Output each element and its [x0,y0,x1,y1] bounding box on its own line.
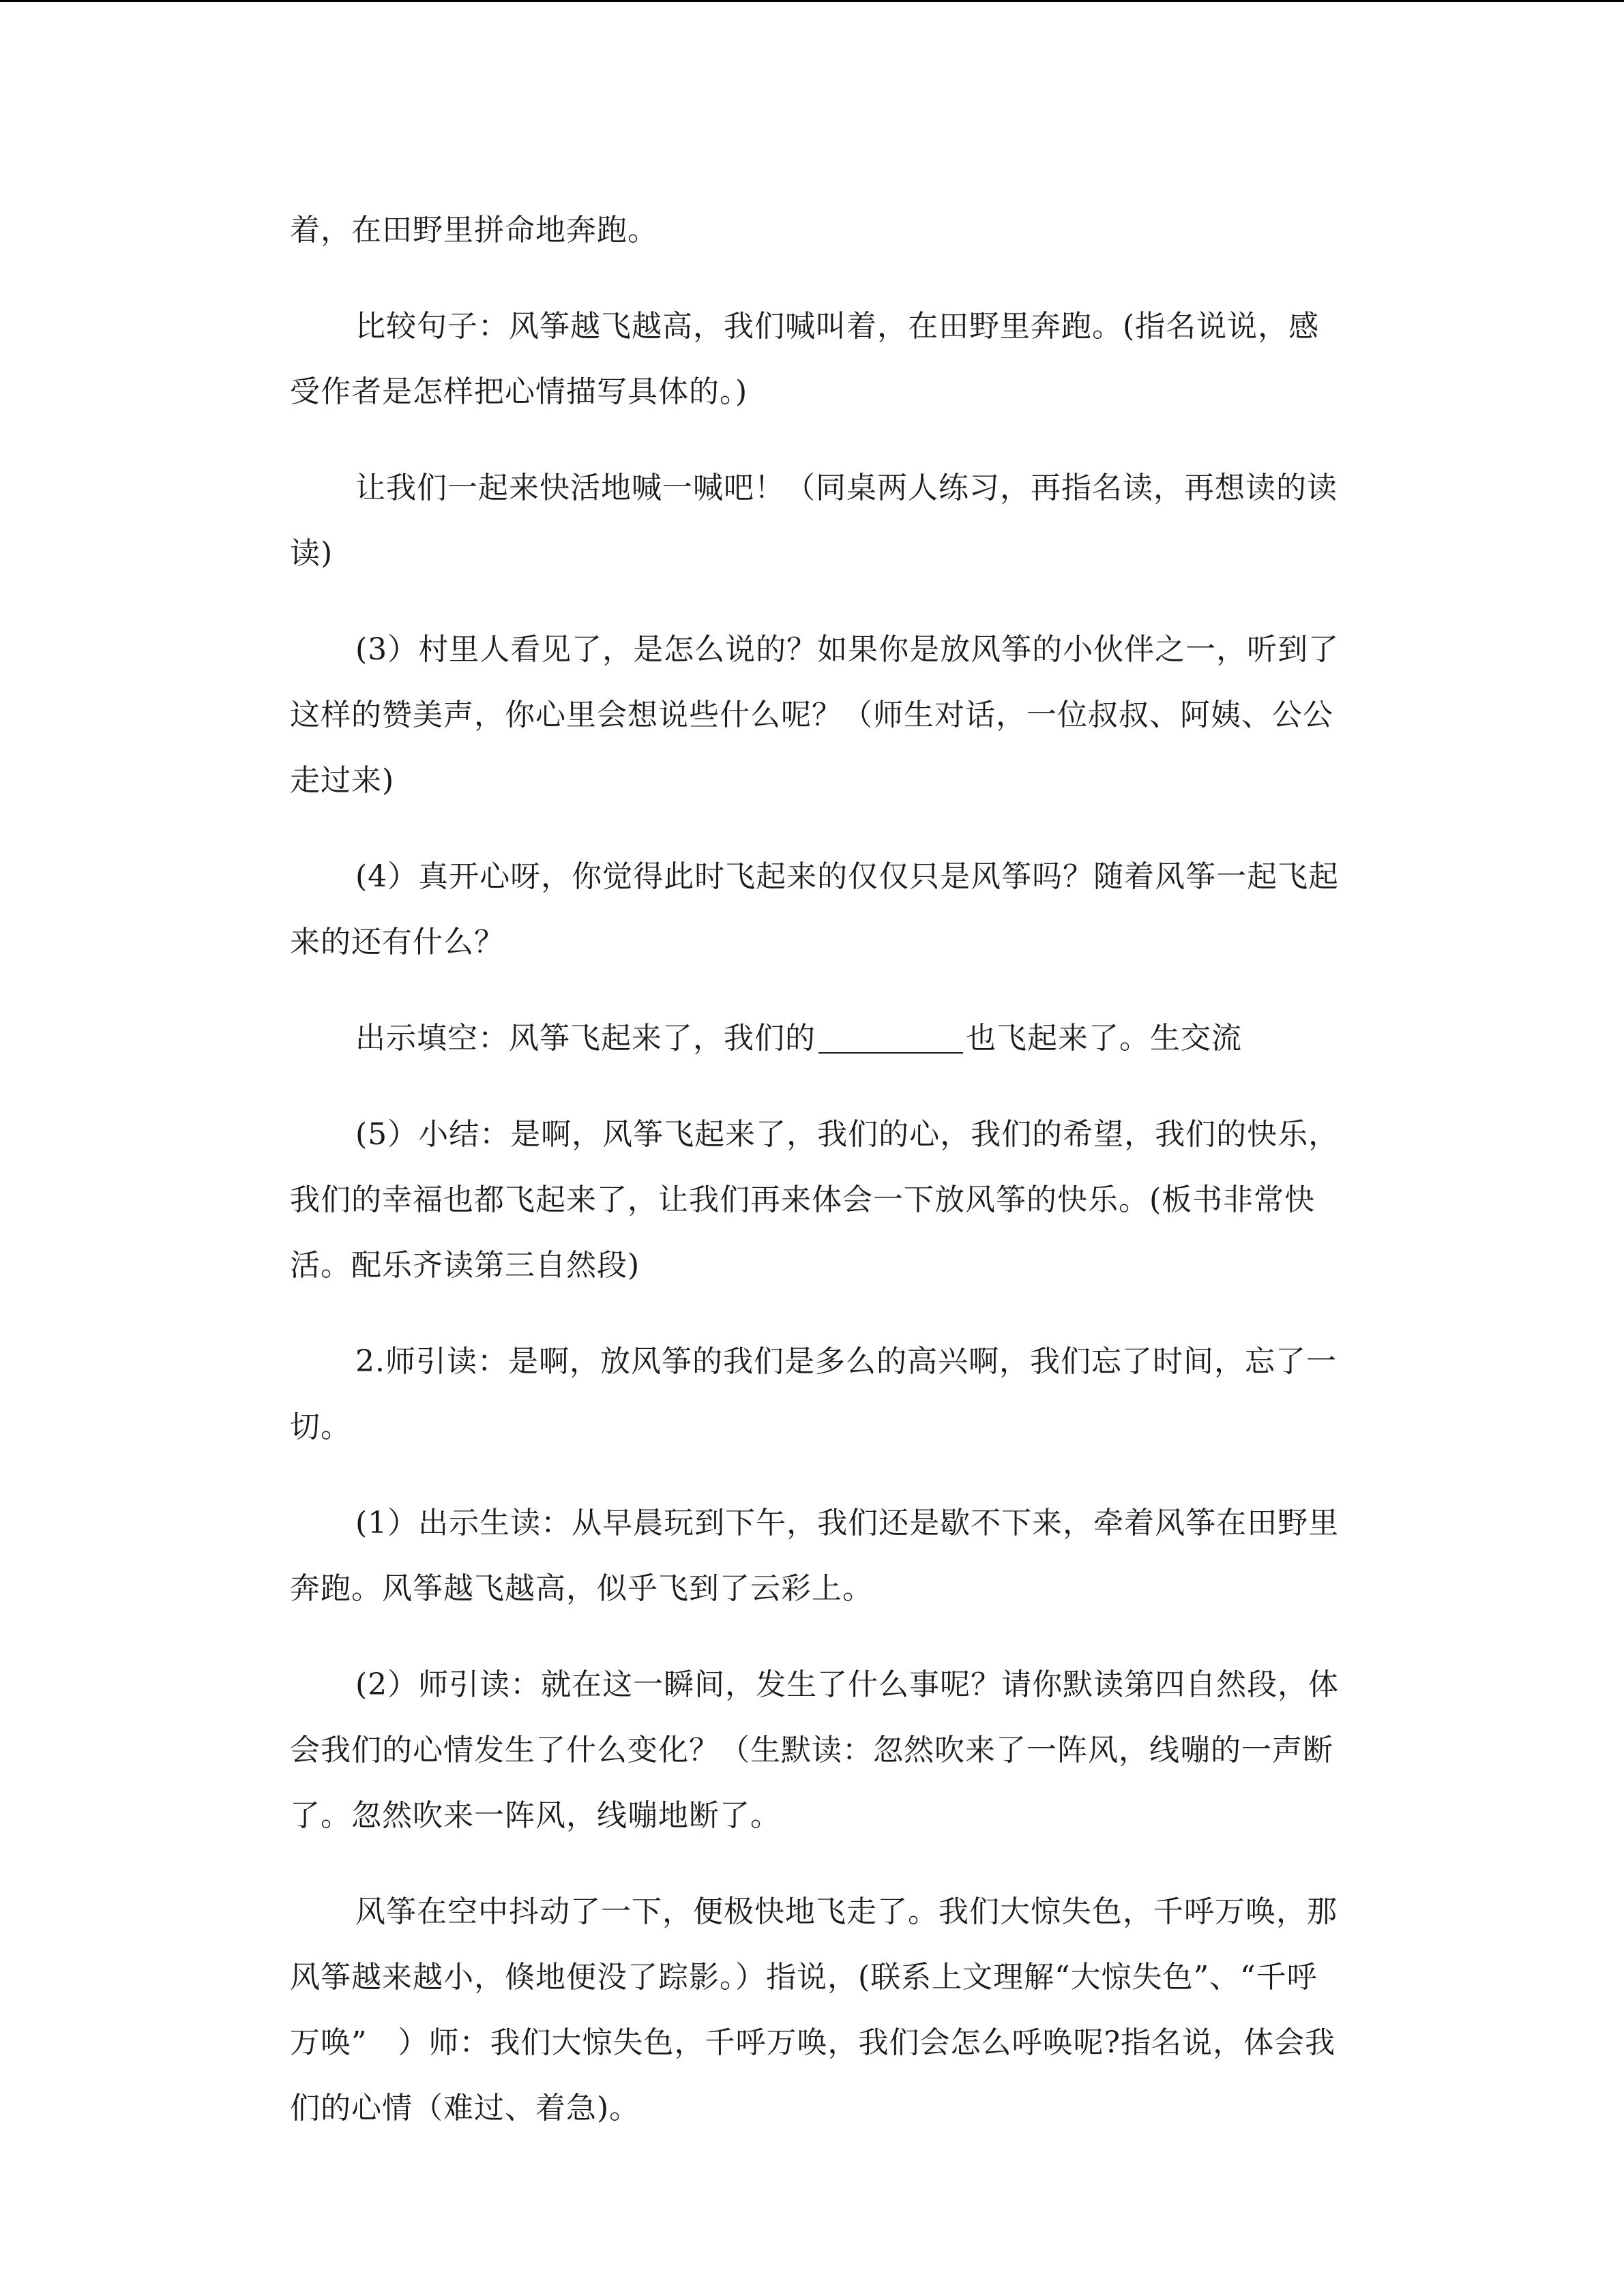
paragraph-fill-in-blank [290,1006,1340,1071]
document-body [290,198,1340,2141]
paragraph-kite-flew-away: 风筝在空中抖动了一下，便极快地飞走了。我们大惊失色，千呼万唤，那风筝越来越小，倏地便没了踪影。）指说，(联系上文理解“大惊失色”、“千呼万唤” ）师：我们大惊失色，千呼万唤，我们会怎么呼唤呢?指名说，体会我们的心情（难过、着急)。 [290,1894,1338,2126]
paragraph-compare-sentences: 比较句子：风筝越飞越高，我们喊叫着，在田野里奔跑。(指名说说，感受作者是怎样把心情描写具体的。) [290,309,1320,409]
paragraph-step-5-summary: (5）小结：是啊，风筝飞起来了，我们的心，我们的希望，我们的快乐，我们的幸福也都飞起来了，让我们再来体会一下放风筝的快乐。(板书非常快活。配乐齐读第三自然段) [290,1117,1340,1283]
fill-in-blank-line [818,1022,963,1054]
paragraph-teacher-guided-reading: 2.师引读：是啊，放风筝的我们是多么的高兴啊，我们忘了时间，忘了一切。 [290,1344,1337,1444]
paragraph-step-1-student-reading: (1）出示生读：从早晨玩到下午，我们还是歇不下来，牵着风筝在田野里奔跑。风筝越飞越高，似乎飞到了云彩上。 [290,1506,1340,1606]
paragraph-step-2-silent-reading: (2）师引读：就在这一瞬间，发生了什么事呢？请你默读第四自然段，体会我们的心情发生了什么变化？（生默读：忽然吹来了一阵风，线嘣的一声断了。忽然吹来一阵风，线嘣地断了。 [290,1667,1340,1833]
fill-in-blank-tail: 也飞起来了。生交流 [966,1021,1242,1056]
page-top-border [0,0,1624,2]
fill-in-blank-prompt: 出示填空：风筝飞起来了，我们的 [355,1021,816,1056]
paragraph-step-4-what-flies: (4）真开心呀，你觉得此时飞起来的仅仅只是风筝吗？随着风筝一起飞起来的还有什么？ [290,859,1340,959]
paragraph-step-3-villagers: (3）村里人看见了，是怎么说的？如果你是放风筝的小伙伴之一，听到了这样的赞美声，你心里会想说些什么呢？（师生对话，一位叔叔、阿姨、公公走过来) [290,632,1340,798]
paragraph-shout-together: 让我们一起来快活地喊一喊吧！（同桌两人练习，再指名读，再想读的读读) [290,471,1338,571]
paragraph-continuation: 着，在田野里拼命地奔跑。 [290,213,658,248]
